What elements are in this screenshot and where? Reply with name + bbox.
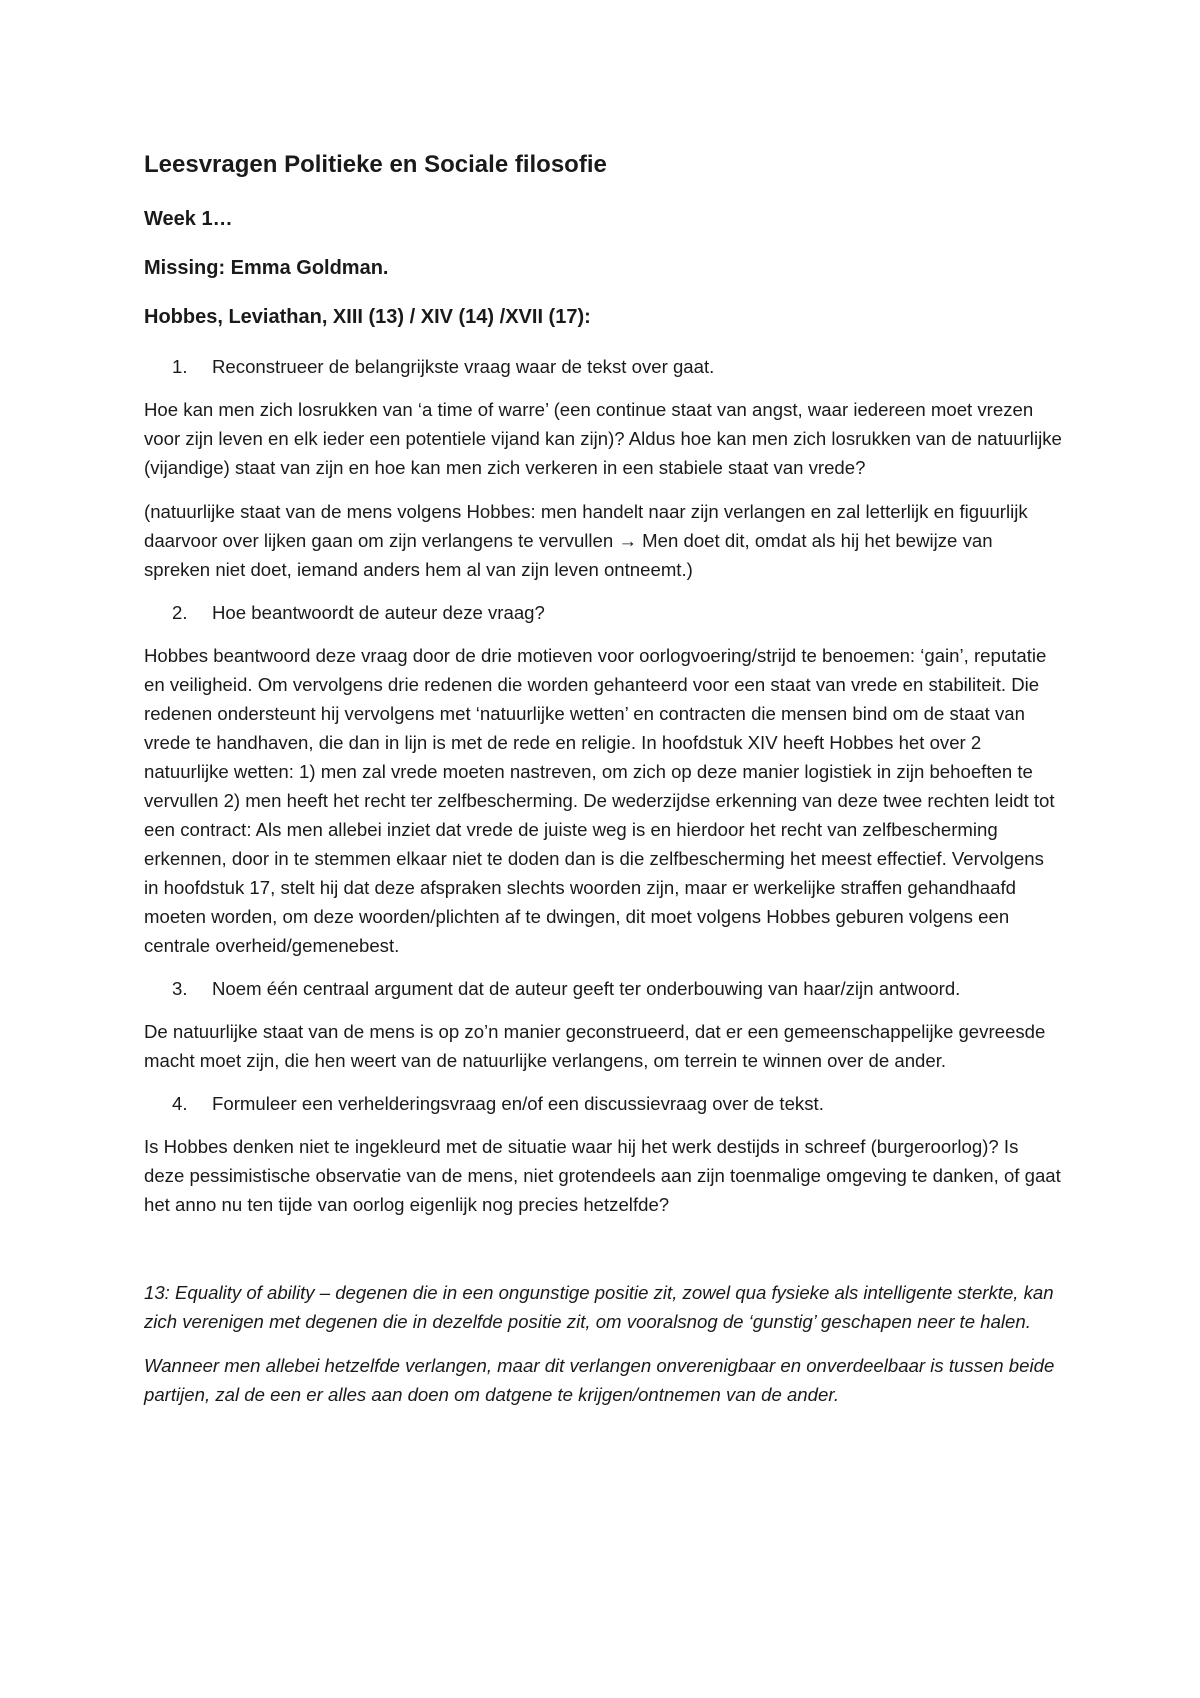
answer-1-paragraph-2-part-1: (natuurlijke staat van de mens volgens Hobbes: men handelt naar zijn verlangen en zal letterlijk en figuurlijk daarvoor over lijken gaan om zijn verlangens te vervullen <box>144 501 1028 551</box>
answer-1-paragraph-2-part-2: Men doet dit, omdat als hij het bewijze van spreken niet doet, iemand anders hem al van zijn leven ontneemt.) <box>144 530 993 580</box>
week-heading: Week 1… <box>144 208 233 230</box>
note-2: Wanneer men allebei hetzelfde verlangen, maar dit verlangen onverenigbaar en onverdeelbaar is tussen beide partijen, zal de een er alles aan doen om datgene te krijgen/ontnemen van de ander. <box>144 1355 1055 1405</box>
missing-heading: Missing: Emma Goldman. <box>144 257 389 279</box>
question-1-number: 1. <box>172 356 188 377</box>
question-1 <box>144 353 1062 381</box>
answer-1-paragraph-2 <box>144 497 1062 584</box>
question-3-number: 3. <box>172 978 188 999</box>
document-page <box>144 140 1062 1424</box>
question-1-text: Reconstrueer de belangrijkste vraag waar de tekst over gaat. <box>212 356 715 377</box>
question-2-text: Hoe beantwoordt de auteur deze vraag? <box>212 602 545 623</box>
answer-2: Hobbes beantwoord deze vraag door de drie motieven voor oorlogvoering/strijd te benoemen: ‘gain’, reputatie en veiligheid. Om vervolgens drie redenen die worden gehanteerd voor een staat van vrede en stabiliteit. Die redenen ondersteunt hij vervolgens met ‘natuurlijke wetten’ en contracten die mensen bind om de staat van vrede te handhaven, die dan in lijn is met de rede en religie. In hoofdstuk XIV heeft Hobbes het over 2 natuurlijke wetten: 1) men zal vrede moeten nastreven, om zich op deze manier logistiek in zijn behoeften te vervullen 2) men heeft het recht ter zelfbescherming. De wederzijdse erkenning van deze twee rechten leidt tot een contract: Als men allebei inziet dat vrede de juiste weg is en hierdoor het recht van zelfbescherming erkennen, door in te stemmen elkaar niet te doden dan is die zelfbescherming het meest effectief. Vervolgens in hoofdstuk 17, stelt hij dat deze afspraken slechts woorden zijn, maar er werkelijke straffen gehandhaafd moeten worden, om deze woorden/plichten af te dwingen, dit moet volgens Hobbes geburen volgens een centrale overheid/gemenebest. <box>144 645 1055 956</box>
answer-3: De natuurlijke staat van de mens is op zo’n manier geconstrueerd, dat er een gemeenschappelijke gevreesde macht moet zijn, die hen weert van de natuurlijke verlangens, om terrein te winnen over de ander. <box>144 1021 1046 1071</box>
spacer <box>144 1234 1062 1278</box>
question-4-text: Formuleer een verhelderingsvraag en/of een discussievraag over de tekst. <box>212 1093 824 1114</box>
note-1: 13: Equality of ability – degenen die in een ongunstige positie zit, zowel qua fysieke als intelligente sterkte, kan zich verenigen met degenen die in dezelfde positie zit, om vooralsnog de ‘gunstig’ geschapen neer te halen. <box>144 1282 1054 1332</box>
question-3 <box>144 975 1062 1003</box>
question-4-number: 4. <box>172 1093 188 1114</box>
answer-1-paragraph-1: Hoe kan men zich losrukken van ‘a time of warre’ (een continue staat van angst, waar iedereen moet vrezen voor zijn leven en elk ieder een potentiele vijand kan zijn)? Aldus hoe kan men zich losrukken van de natuurlijke (vijandige) staat van zijn en hoe kan men zich verkeren in een stabiele staat van vrede? <box>144 399 1062 478</box>
question-4 <box>144 1090 1062 1118</box>
answer-4: Is Hobbes denken niet te ingekleurd met de situatie waar hij het werk destijds in schreef (burgeroorlog)? Is deze pessimistische observatie van de mens, niet grotendeels aan zijn toenmalige omgeving te danken, of gaat het anno nu ten tijde van oorlog eigenlijk nog precies hetzelfde? <box>144 1136 1061 1215</box>
arrow-right-icon: → <box>618 530 637 551</box>
question-2-number: 2. <box>172 602 188 623</box>
question-3-text: Noem één centraal argument dat de auteur geeft ter onderbouwing van haar/zijn antwoord. <box>212 978 961 999</box>
question-2 <box>144 599 1062 627</box>
document-title: Leesvragen Politieke en Sociale filosofie <box>144 151 607 178</box>
section-heading: Hobbes, Leviathan, XIII (13) / XIV (14) /XVII (17): <box>144 306 591 328</box>
